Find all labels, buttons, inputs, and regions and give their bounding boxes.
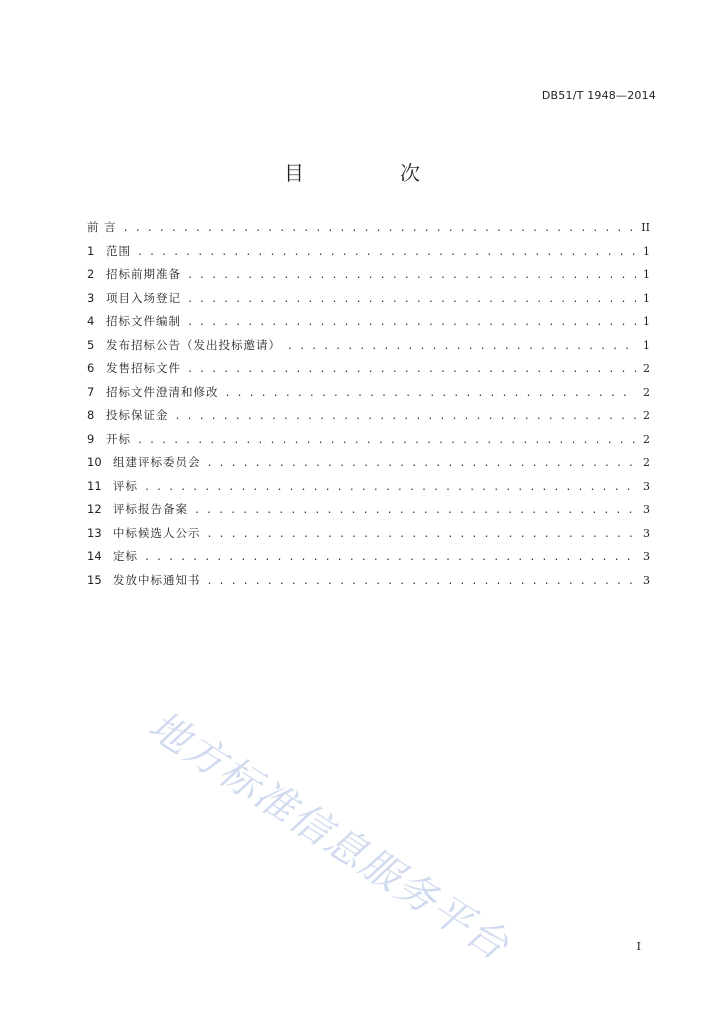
toc-leader-dots: [225, 386, 637, 402]
toc-entry-number: 11: [87, 478, 102, 493]
toc-leader-dots: [207, 574, 637, 590]
toc-entry-label: 范围: [106, 243, 131, 258]
toc-entry-page: 3: [643, 573, 650, 587]
toc-entry-page: 1: [643, 338, 650, 352]
toc-leader-dots: [144, 550, 636, 566]
page-number: I: [636, 940, 641, 953]
toc-entry-label: 发布招标公告（发出投标邀请）: [106, 337, 281, 352]
toc-entry[interactable]: [87, 337, 650, 361]
page-title: 目 次: [284, 161, 458, 185]
toc-entry-page: 1: [643, 244, 650, 258]
toc-entry[interactable]: [87, 313, 650, 337]
toc-leader-dots: [187, 268, 636, 284]
toc-entry-label: 招标前期准备: [106, 267, 181, 281]
toc-entry-page: II: [641, 221, 650, 234]
toc-entry[interactable]: [87, 548, 650, 572]
toc-entry[interactable]: [87, 243, 650, 267]
toc-entry-number: 13: [87, 525, 102, 540]
toc-entry-label: 发放中标通知书: [113, 572, 201, 587]
toc-entry-page: 1: [643, 268, 650, 281]
toc-entry[interactable]: [87, 454, 650, 478]
toc-leader-dots: [137, 433, 636, 449]
toc-entry-label: 开标: [106, 431, 131, 446]
toc-entry-number: 10: [87, 455, 102, 469]
toc-entry-label: 定标: [113, 549, 138, 563]
toc-entry[interactable]: [87, 266, 650, 290]
toc-entry[interactable]: [87, 572, 650, 596]
toc-entry-number: 7: [87, 384, 95, 399]
toc-entry-page: 2: [643, 409, 650, 422]
toc-leader-dots: [144, 480, 636, 496]
toc-entry-label: 组建评标委员会: [113, 455, 201, 469]
toc-entry-label: 招标文件编制: [106, 314, 181, 328]
toc-entry-page: 2: [643, 456, 650, 469]
toc-entry-page: 2: [643, 362, 650, 375]
toc-entry-page: 2: [643, 432, 650, 446]
toc-entry-page: 3: [643, 550, 650, 563]
toc-entry-page: 3: [643, 479, 650, 493]
toc-entry-label: 前 言: [87, 220, 117, 234]
toc-entry-number: 9: [87, 431, 95, 446]
toc-leader-dots: [175, 409, 637, 425]
toc-leader-dots: [187, 362, 636, 378]
toc-entry-label: 发售招标文件: [106, 361, 181, 375]
toc-leader-dots: [207, 527, 637, 543]
toc-entry-label: 评标: [113, 478, 138, 493]
toc-leader-dots: [123, 221, 636, 237]
toc-entry[interactable]: [87, 360, 650, 384]
toc-entry-number: 12: [87, 502, 102, 516]
toc-entry-page: 3: [643, 503, 650, 516]
standard-code: DB51/T 1948—2014: [541, 89, 656, 102]
toc-leader-dots: [137, 245, 636, 261]
toc-entry-number: 2: [87, 267, 95, 281]
toc-entry[interactable]: [87, 290, 650, 314]
toc-entry-page: 2: [643, 385, 650, 399]
toc-entry-number: 1: [87, 243, 95, 258]
toc-entry[interactable]: [87, 501, 650, 525]
toc-entry-page: 1: [643, 315, 650, 328]
toc-entry-number: 3: [87, 290, 95, 305]
toc-leader-dots: [194, 503, 636, 519]
toc-leader-dots: [287, 339, 636, 355]
watermark-text: 地方标准信息服务平台: [140, 702, 518, 970]
toc-entry-label: 招标文件澄清和修改: [106, 384, 219, 399]
toc-entry-number: 6: [87, 361, 95, 375]
toc-entry[interactable]: [87, 431, 650, 455]
toc-entry-number: 4: [87, 314, 95, 328]
toc-entry-number: 8: [87, 408, 95, 422]
toc-entry-page: 1: [643, 291, 650, 305]
toc-entry-label: 评标报告备案: [113, 502, 188, 516]
toc-entry-label: 中标候选人公示: [113, 525, 201, 540]
toc-entry-label: 项目入场登记: [106, 290, 181, 305]
toc-entry[interactable]: [87, 384, 650, 408]
toc-entry-number: 15: [87, 572, 102, 587]
toc-entry[interactable]: [87, 407, 650, 431]
toc-leader-dots: [187, 292, 636, 308]
toc-entry-foreword[interactable]: [87, 219, 650, 243]
toc-entry-number: 14: [87, 549, 102, 563]
toc-entry-label: 投标保证金: [106, 408, 169, 422]
toc-entry-page: 3: [643, 526, 650, 540]
toc-entry[interactable]: [87, 525, 650, 549]
toc-entry[interactable]: [87, 478, 650, 502]
toc-leader-dots: [207, 456, 637, 472]
table-of-contents: [87, 219, 650, 595]
toc-leader-dots: [187, 315, 636, 331]
toc-entry-number: 5: [87, 337, 95, 352]
